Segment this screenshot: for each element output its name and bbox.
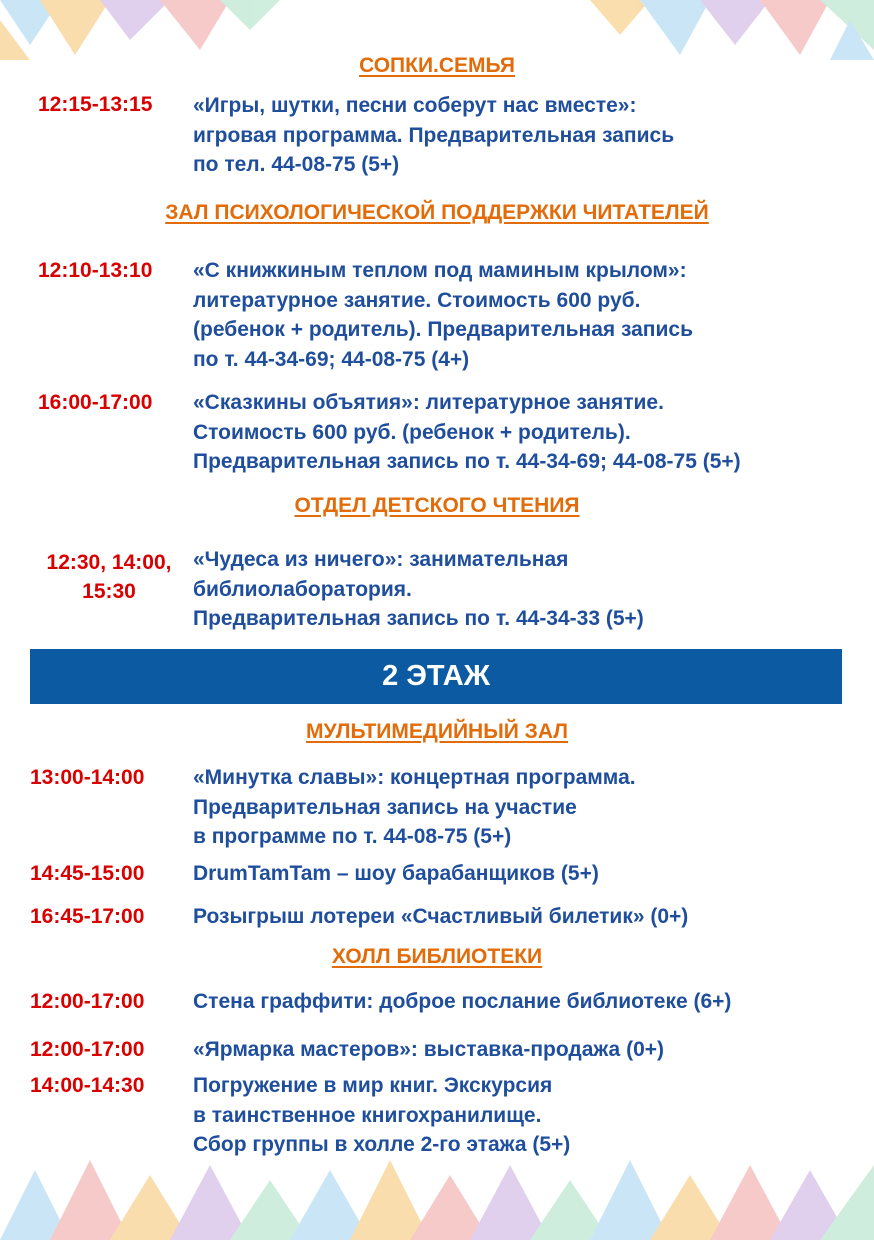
event-time: 12:15-13:15 (38, 93, 153, 116)
event-description (193, 545, 644, 634)
event-line: в программе по т. 44-08-75 (5+) (193, 825, 512, 848)
section-title-psych: ЗАЛ ПСИХОЛОГИЧЕСКОЙ ПОДДЕРЖКИ ЧИТАТЕЛЕЙ (165, 201, 709, 224)
event-description (193, 902, 688, 932)
section-title-children: ОТДЕЛ ДЕТСКОГО ЧТЕНИЯ (294, 494, 580, 517)
event-time: 12:00-17:00 (30, 1038, 145, 1061)
event-description (193, 1035, 664, 1065)
event-line: «Игры, шутки, песни соберут нас вместе»: (193, 94, 637, 117)
event-time: 12:00-17:00 (30, 990, 145, 1013)
event-description (193, 763, 636, 852)
event-time: 13:00-14:00 (30, 766, 145, 789)
event-line: Предварительная запись на участие (193, 795, 577, 819)
event-description (193, 256, 693, 374)
floor-banner: 2 ЭТАЖ (30, 649, 842, 704)
event-line: Стена граффити: доброе послание библиотеке (6+) (193, 990, 732, 1013)
event-line: Сбор группы в холле 2-го этажа (5+) (193, 1133, 571, 1156)
event-line: Предварительная запись по т. 44-34-33 (5+) (193, 607, 644, 630)
event-line: литературное занятие. Стоимость 600 руб. (193, 288, 641, 312)
event-line: Предварительная запись по т. 44-34-69; 44-08-75 (5+) (193, 450, 741, 473)
event-line: игровая программа. Предварительная запись (193, 123, 675, 147)
event-line: «Ярмарка мастеров»: выставка-продажа (0+) (193, 1038, 665, 1061)
event-time: 16:00-17:00 (38, 391, 153, 414)
event-time: 14:45-15:00 (30, 862, 145, 885)
event-description (193, 91, 674, 180)
event-line: Стоимость 600 руб. (ребенок + родитель). (193, 420, 631, 444)
event-description (193, 987, 731, 1017)
event-line: библиолаборатория. (193, 577, 412, 601)
event-line: в таинственное книгохранилище. (193, 1103, 542, 1127)
event-line: Розыгрыш лотереи «Счастливый билетик» (0+) (193, 905, 689, 928)
event-line: по т. 44-34-69; 44-08-75 (4+) (193, 347, 470, 371)
event-line: по тел. 44-08-75 (5+) (193, 153, 400, 176)
section-title-multimedia: МУЛЬТИМЕДИЙНЫЙ ЗАЛ (306, 720, 568, 743)
event-line: (ребенок + родитель). Предварительная запись (193, 318, 693, 341)
section-title-sopki: СОПКИ.СЕМЬЯ (359, 54, 515, 77)
event-description (193, 859, 599, 889)
event-time: 14:00-14:30 (30, 1074, 145, 1097)
event-time-line: 12:30, 14:00, (46, 551, 172, 574)
event-line: Погружение в мир книг. Экскурсия (193, 1074, 553, 1097)
event-time: 12:10-13:10 (38, 259, 153, 282)
event-line: «С книжкиным теплом под маминым крылом»: (193, 259, 687, 282)
event-line: DrumTamTam – шоу барабанщиков (5+) (193, 862, 599, 885)
event-line: «Чудеса из ничего»: занимательная (193, 548, 569, 571)
event-time-line: 15:30 (82, 580, 136, 603)
event-line: «Сказкины объятия»: литературное занятие. (193, 391, 664, 414)
event-time: 16:45-17:00 (30, 905, 145, 928)
event-time (30, 548, 188, 606)
event-line: «Минутка славы»: концертная программа. (193, 766, 636, 789)
event-description (193, 1071, 570, 1160)
section-title-hall: ХОЛЛ БИБЛИОТЕКИ (331, 945, 543, 968)
event-description (193, 388, 741, 477)
